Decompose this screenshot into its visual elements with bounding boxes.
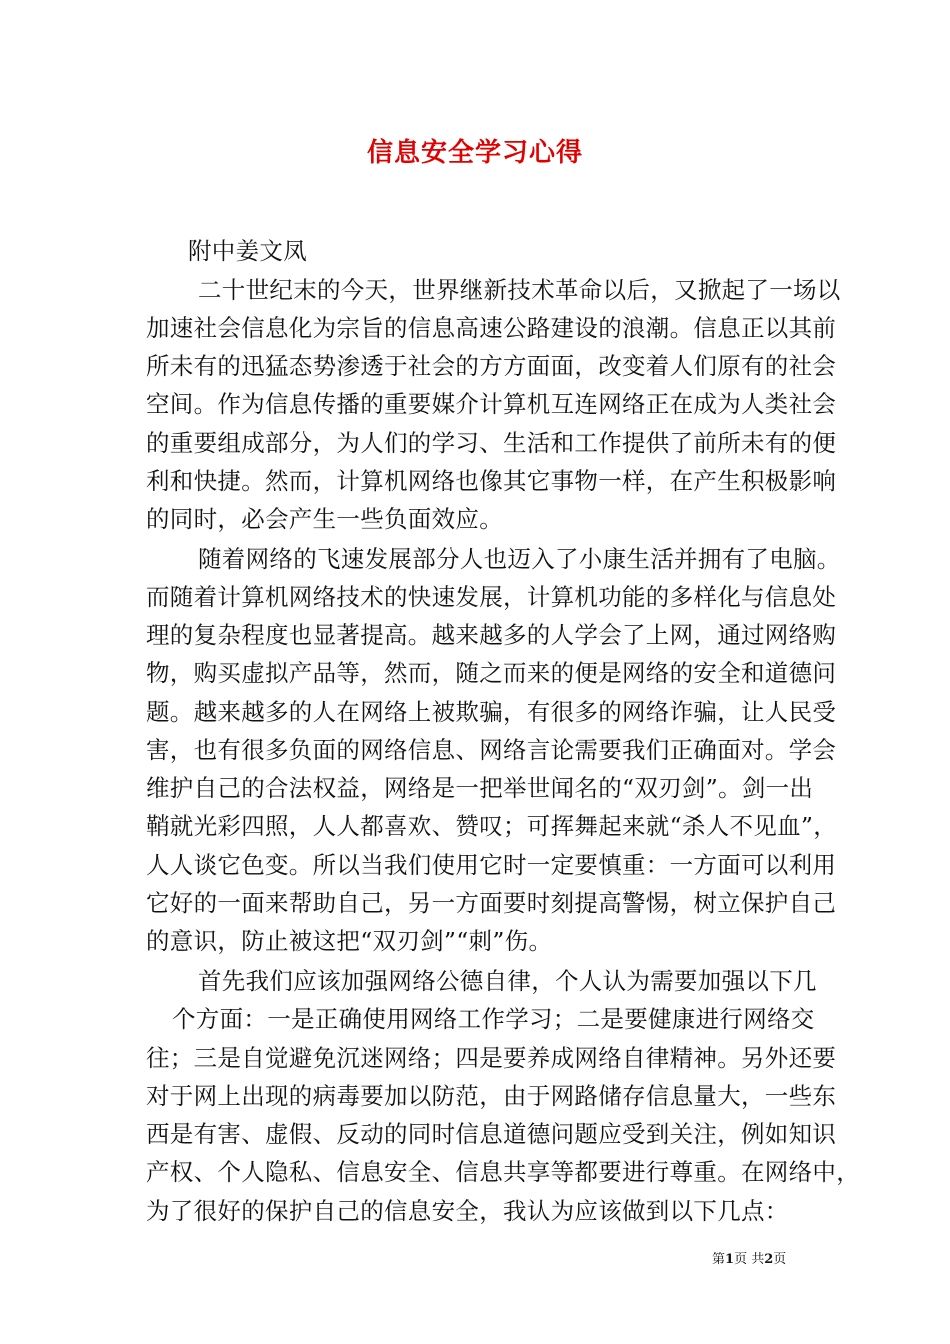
document-title: 信息安全学习心得: [366, 138, 583, 168]
paragraph-line: 物，购买虚拟产品等，然而，随之而来的便是网络的安全和道德问: [146, 659, 837, 687]
paragraph-line: 的同时，必会产生一些负面效应。: [146, 505, 503, 533]
paragraph-line: 产权、个人隐私、信息安全、信息共享等都要进行尊重。在网络中，: [146, 1158, 860, 1186]
paragraph-line: 加速社会信息化为宗旨的信息高速公路建设的浪潮。信息正以其前: [146, 314, 837, 342]
footer-middle: 页 共: [734, 1252, 765, 1267]
paragraph-line: 西是有害、虚假、反动的同时信息道德问题应受到关注，例如知识: [146, 1120, 837, 1148]
paragraph-line: 利和快捷。然而，计算机网络也像其它事物一样，在产生积极影响: [146, 467, 837, 495]
author-line: 附中姜文凤: [188, 237, 307, 265]
paragraph-line: 个方面：一是正确使用网络工作学习；二是要健康进行网络交: [172, 1005, 815, 1033]
paragraph-line: 的重要组成部分，为人们的学习、生活和工作提供了前所未有的便: [146, 429, 837, 457]
paragraph-line: 为了很好的保护自己的信息安全，我认为应该做到以下几点：: [146, 1197, 789, 1225]
page-footer: [712, 1248, 786, 1267]
paragraph-line: 往；三是自觉避免沉迷网络；四是要养成网络自律精神。另外还要: [146, 1044, 837, 1072]
paragraph-line: 对于网上出现的病毒要加以防范，由于网路储存信息量大，一些东: [146, 1082, 837, 1110]
paragraph-line: 它好的一面来帮助自己，另一方面要时刻提高警惕，树立保护自己: [146, 889, 837, 917]
footer-total-pages: 2: [764, 1252, 774, 1267]
paragraph-line: 人人谈它色变。所以当我们使用它时一定要慎重：一方面可以利用: [146, 851, 837, 879]
paragraph-line: 空间。作为信息传播的重要媒介计算机互连网络正在成为人类社会: [146, 390, 837, 418]
paragraph-line: 二十世纪末的今天，世界继新技术革命以后，又掀起了一场以: [198, 276, 841, 304]
footer-prefix: 第: [712, 1252, 726, 1267]
paragraph-line: 维护自己的合法权益，网络是一把举世闻名的“双刃剑”。剑一出: [146, 774, 814, 802]
paragraph-line: 随着网络的飞速发展部分人也迈入了小康生活并拥有了电脑。: [198, 545, 841, 573]
paragraph-line: 而随着计算机网络技术的快速发展，计算机功能的多样化与信息处: [146, 583, 837, 611]
footer-suffix: 页: [773, 1252, 787, 1267]
paragraph-line: 理的复杂程度也显著提高。越来越多的人学会了上网，通过网络购: [146, 621, 837, 649]
paragraph-line: 的意识，防止被这把“双刃剑”“刺”伤。: [146, 927, 553, 955]
paragraph-line: 题。越来越多的人在网络上被欺骗，有很多的网络诈骗，让人民受: [146, 698, 837, 726]
footer-current-page: 1: [725, 1252, 735, 1267]
paragraph-line: 首先我们应该加强网络公德自律，个人认为需要加强以下几: [198, 967, 817, 995]
paragraph-line: 所未有的迅猛态势渗透于社会的方方面面，改变着人们原有的社会: [146, 352, 837, 380]
paragraph-line: 害，也有很多负面的网络信息、网络言论需要我们正确面对。学会: [146, 736, 837, 764]
paragraph-line: 鞘就光彩四照，人人都喜欢、赞叹；可挥舞起来就“杀人不见血”，: [146, 812, 838, 840]
